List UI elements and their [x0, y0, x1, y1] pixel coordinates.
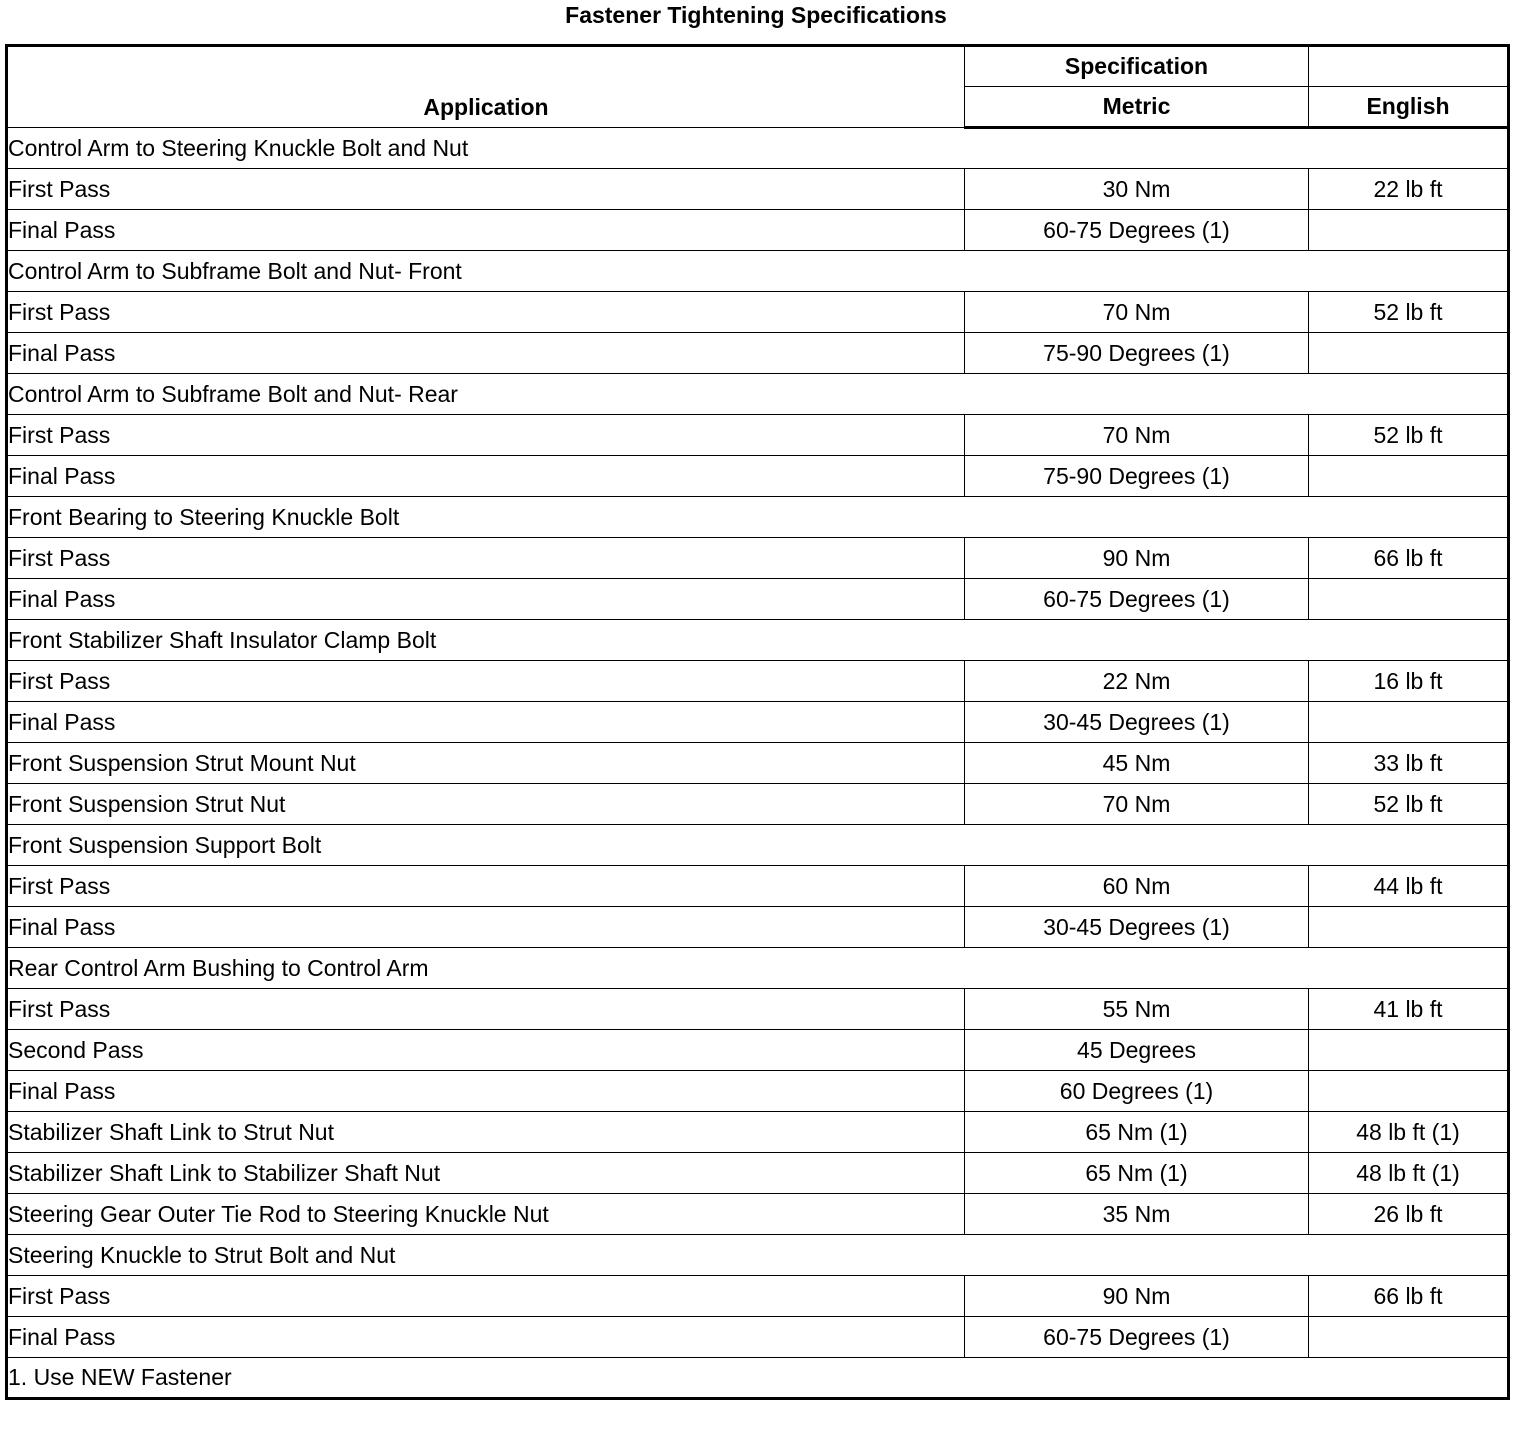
metric-cell: 75-90 Degrees (1) — [965, 456, 1309, 497]
english-cell — [1309, 1317, 1509, 1358]
english-cell: 66 lb ft — [1309, 1276, 1509, 1317]
metric-cell: 60-75 Degrees (1) — [965, 579, 1309, 620]
application-cell: Stabilizer Shaft Link to Strut Nut — [7, 1112, 965, 1153]
table-row — [7, 456, 1509, 497]
table-row — [7, 1071, 1509, 1112]
table-row — [7, 538, 1509, 579]
table-row — [7, 702, 1509, 743]
metric-cell: 90 Nm — [965, 1276, 1309, 1317]
english-cell: 44 lb ft — [1309, 866, 1509, 907]
table-row — [7, 1276, 1509, 1317]
table-row — [7, 743, 1509, 784]
application-cell: First Pass — [7, 989, 965, 1030]
application-cell: Front Suspension Strut Mount Nut — [7, 743, 965, 784]
application-cell: Final Pass — [7, 579, 965, 620]
application-cell: First Pass — [7, 1276, 965, 1317]
table-row — [7, 866, 1509, 907]
application-cell: Final Pass — [7, 702, 965, 743]
english-cell: 48 lb ft (1) — [1309, 1153, 1509, 1194]
application-cell: First Pass — [7, 866, 965, 907]
application-cell: First Pass — [7, 169, 965, 210]
metric-cell: 65 Nm (1) — [965, 1153, 1309, 1194]
application-cell: Second Pass — [7, 1030, 965, 1071]
english-cell: 22 lb ft — [1309, 169, 1509, 210]
application-cell: First Pass — [7, 292, 965, 333]
english-cell — [1309, 1071, 1509, 1112]
metric-header: Metric — [965, 87, 1309, 128]
metric-cell: 90 Nm — [965, 538, 1309, 579]
section-title: Front Stabilizer Shaft Insulator Clamp Bolt — [7, 620, 1509, 661]
application-cell: First Pass — [7, 538, 965, 579]
application-cell: Final Pass — [7, 456, 965, 497]
application-cell: Final Pass — [7, 1317, 965, 1358]
english-cell — [1309, 702, 1509, 743]
metric-cell: 45 Nm — [965, 743, 1309, 784]
application-cell: First Pass — [7, 415, 965, 456]
metric-cell: 70 Nm — [965, 784, 1309, 825]
application-cell: Front Suspension Strut Nut — [7, 784, 965, 825]
metric-cell: 60 Nm — [965, 866, 1309, 907]
table-row — [7, 1153, 1509, 1194]
section-row — [7, 825, 1509, 866]
english-header: English — [1309, 87, 1509, 128]
specification-header-blank — [1309, 46, 1509, 87]
metric-cell: 35 Nm — [965, 1194, 1309, 1235]
section-title: Rear Control Arm Bushing to Control Arm — [7, 948, 1509, 989]
section-row — [7, 497, 1509, 538]
english-cell: 33 lb ft — [1309, 743, 1509, 784]
english-cell — [1309, 210, 1509, 251]
english-cell: 52 lb ft — [1309, 292, 1509, 333]
english-cell: 16 lb ft — [1309, 661, 1509, 702]
english-cell — [1309, 579, 1509, 620]
application-cell: Final Pass — [7, 1071, 965, 1112]
section-row — [7, 128, 1509, 169]
english-cell: 52 lb ft — [1309, 415, 1509, 456]
english-cell: 48 lb ft (1) — [1309, 1112, 1509, 1153]
footnote: 1. Use NEW Fastener — [7, 1358, 1509, 1399]
table-row — [7, 1194, 1509, 1235]
application-cell: Final Pass — [7, 333, 965, 374]
table-row — [7, 169, 1509, 210]
metric-cell: 70 Nm — [965, 292, 1309, 333]
metric-cell: 30 Nm — [965, 169, 1309, 210]
metric-cell: 70 Nm — [965, 415, 1309, 456]
table-row — [7, 1317, 1509, 1358]
application-cell: Stabilizer Shaft Link to Stabilizer Shaft Nut — [7, 1153, 965, 1194]
english-cell: 26 lb ft — [1309, 1194, 1509, 1235]
section-title: Steering Knuckle to Strut Bolt and Nut — [7, 1235, 1509, 1276]
table-row — [7, 907, 1509, 948]
table-row — [7, 1112, 1509, 1153]
english-cell — [1309, 456, 1509, 497]
metric-cell: 60 Degrees (1) — [965, 1071, 1309, 1112]
table-row — [7, 292, 1509, 333]
section-row — [7, 374, 1509, 415]
application-cell: Steering Gear Outer Tie Rod to Steering Knuckle Nut — [7, 1194, 965, 1235]
metric-cell: 30-45 Degrees (1) — [965, 907, 1309, 948]
application-header: Application — [7, 46, 965, 128]
footnote-row — [7, 1358, 1509, 1399]
section-title: Front Bearing to Steering Knuckle Bolt — [7, 497, 1509, 538]
section-title: Front Suspension Support Bolt — [7, 825, 1509, 866]
english-cell — [1309, 907, 1509, 948]
fastener-spec-table — [5, 44, 1510, 1400]
table-row — [7, 333, 1509, 374]
table-body — [7, 128, 1509, 1358]
english-cell — [1309, 1030, 1509, 1071]
table-row — [7, 415, 1509, 456]
table-row — [7, 661, 1509, 702]
section-row — [7, 1235, 1509, 1276]
english-cell: 66 lb ft — [1309, 538, 1509, 579]
application-cell: Final Pass — [7, 907, 965, 948]
section-title: Control Arm to Subframe Bolt and Nut- Rear — [7, 374, 1509, 415]
english-cell: 41 lb ft — [1309, 989, 1509, 1030]
section-row — [7, 620, 1509, 661]
metric-cell: 75-90 Degrees (1) — [965, 333, 1309, 374]
application-cell: Final Pass — [7, 210, 965, 251]
section-row — [7, 251, 1509, 292]
table-row — [7, 989, 1509, 1030]
section-row — [7, 948, 1509, 989]
application-cell: First Pass — [7, 661, 965, 702]
table-row — [7, 210, 1509, 251]
metric-cell: 65 Nm (1) — [965, 1112, 1309, 1153]
metric-cell: 22 Nm — [965, 661, 1309, 702]
english-cell — [1309, 333, 1509, 374]
table-row — [7, 579, 1509, 620]
specification-header: Specification — [965, 46, 1309, 87]
metric-cell: 55 Nm — [965, 989, 1309, 1030]
table-row — [7, 1030, 1509, 1071]
english-cell: 52 lb ft — [1309, 784, 1509, 825]
section-title: Control Arm to Steering Knuckle Bolt and Nut — [7, 128, 1509, 169]
metric-cell: 60-75 Degrees (1) — [965, 210, 1309, 251]
metric-cell: 60-75 Degrees (1) — [965, 1317, 1309, 1358]
metric-cell: 45 Degrees — [965, 1030, 1309, 1071]
metric-cell: 30-45 Degrees (1) — [965, 702, 1309, 743]
section-title: Control Arm to Subframe Bolt and Nut- Front — [7, 251, 1509, 292]
table-row — [7, 784, 1509, 825]
page-title: Fastener Tightening Specifications — [565, 2, 947, 28]
table-header — [7, 46, 1509, 128]
